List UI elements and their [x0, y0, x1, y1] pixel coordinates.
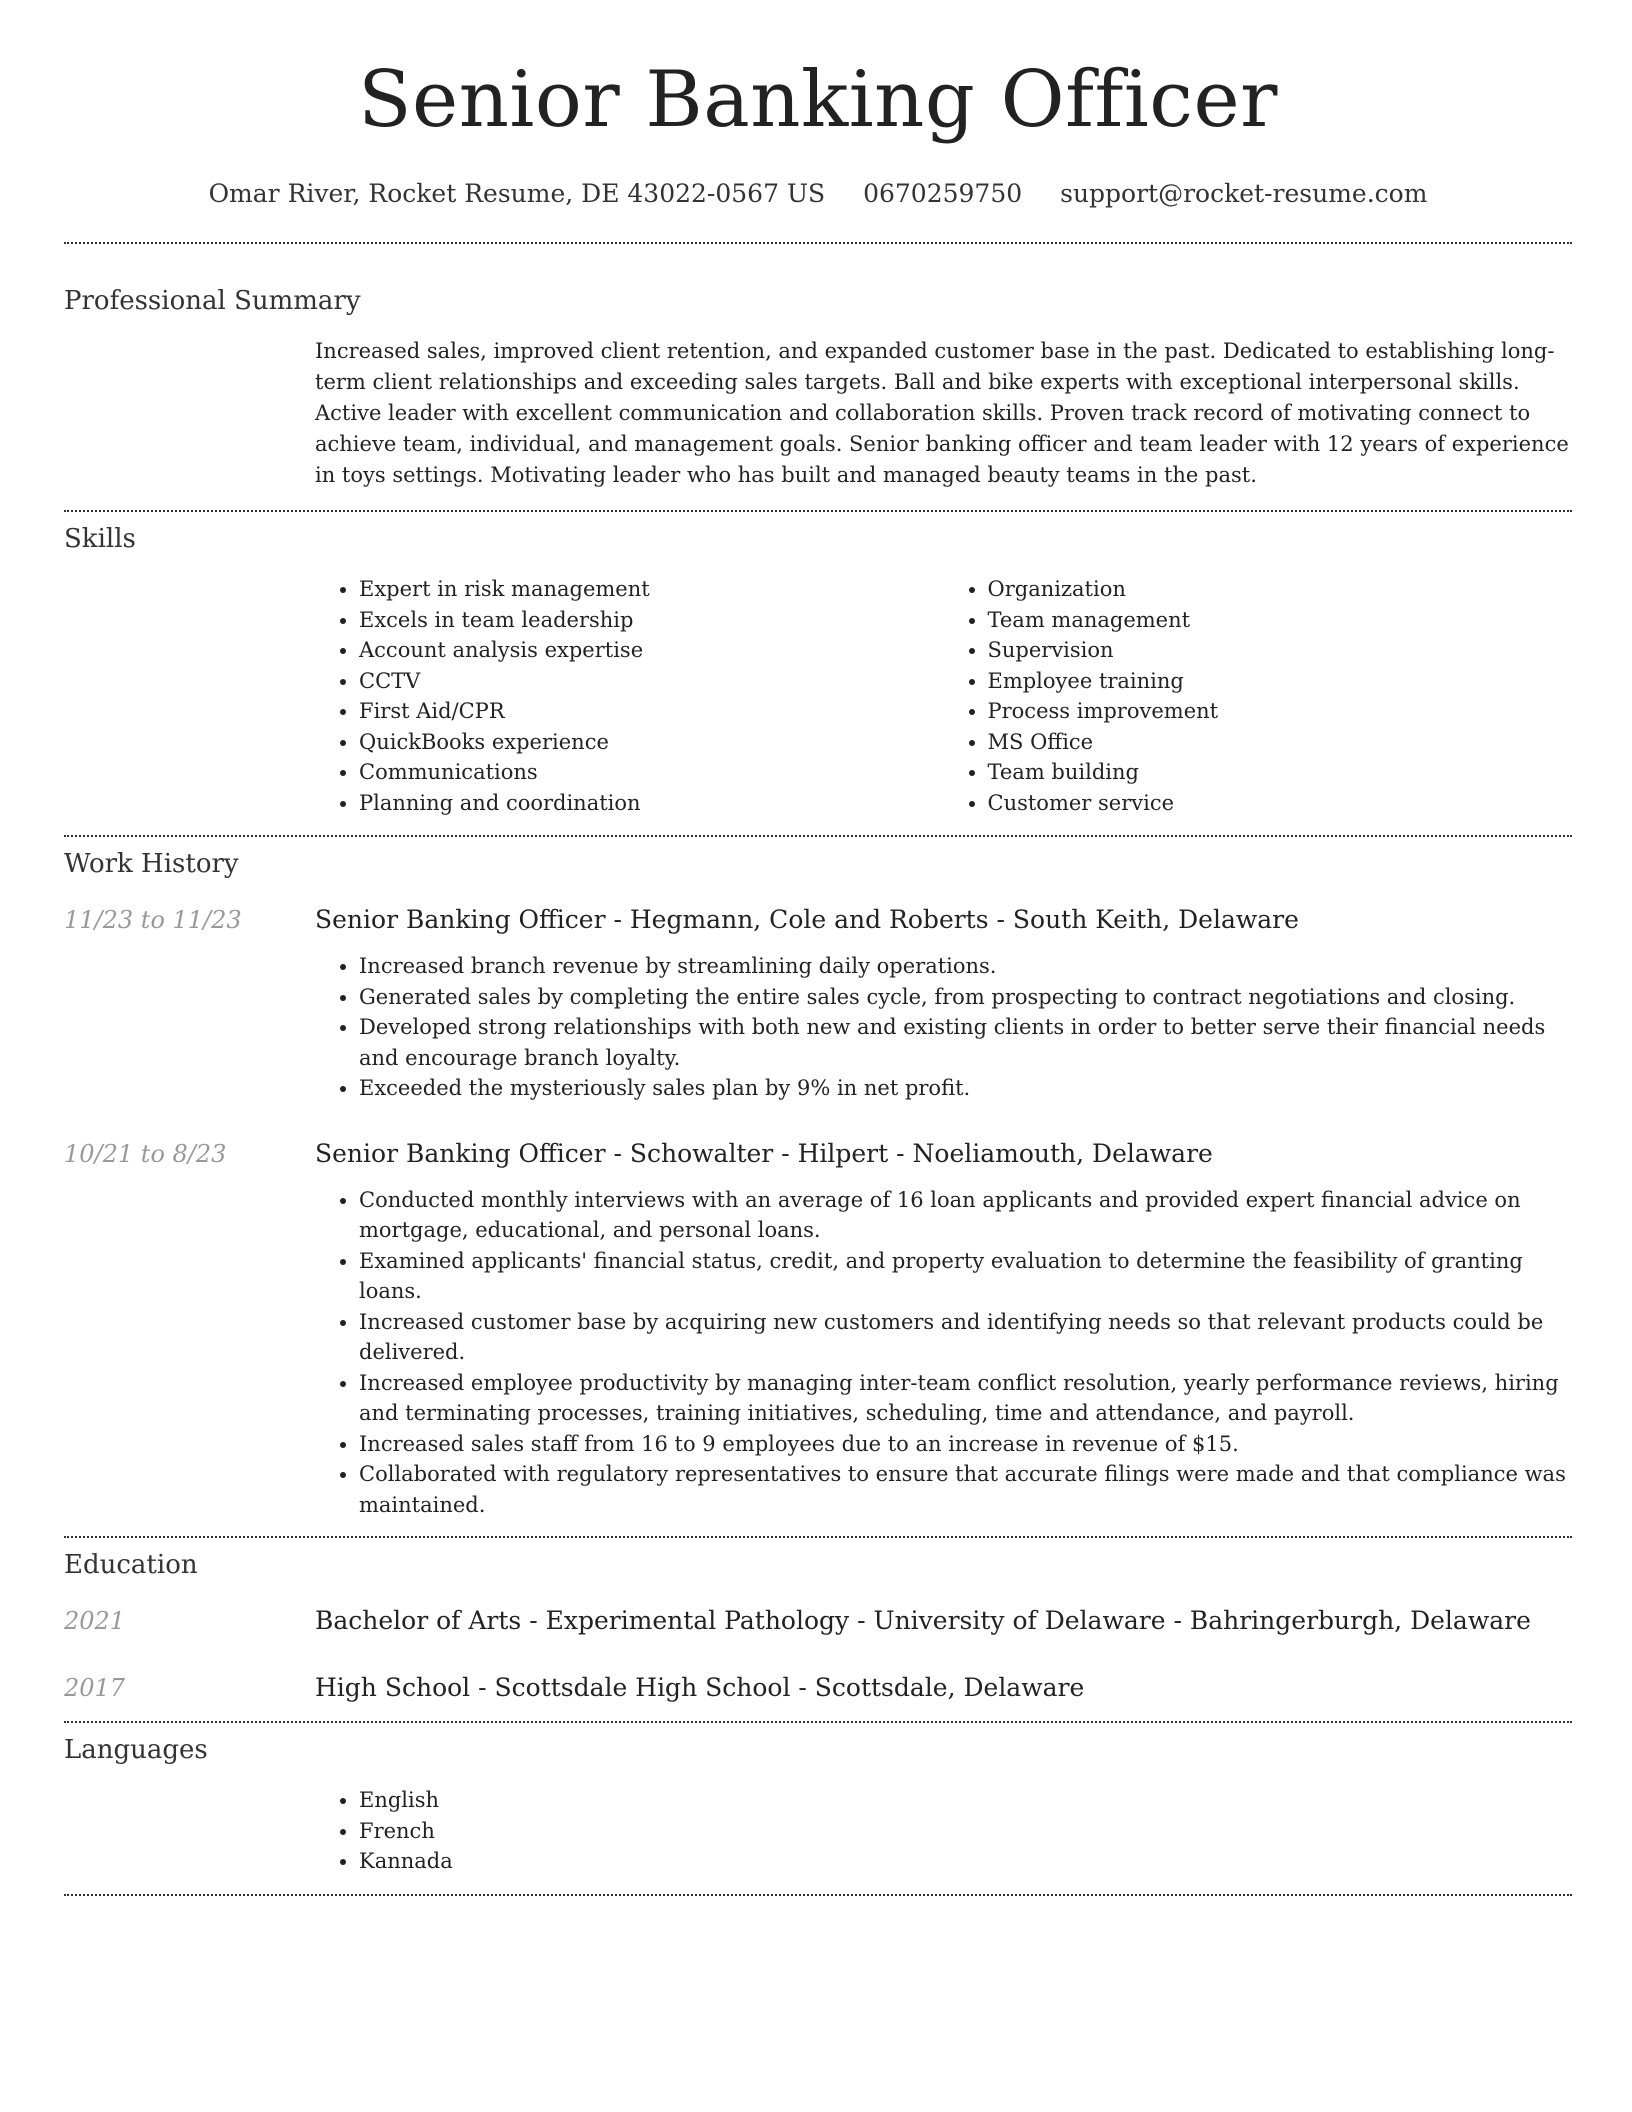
skill-item: • Planning and coordination [359, 788, 944, 819]
work-history-heading: Work History [64, 849, 239, 879]
languages-heading: Languages [64, 1735, 208, 1765]
skill-item: • QuickBooks experience [359, 727, 944, 758]
section-divider [64, 510, 1572, 512]
skill-item: • Customer service [988, 788, 1573, 819]
skill-item: • CCTV [359, 666, 944, 697]
job-bullets [315, 1185, 1572, 1521]
job-details [315, 951, 1572, 1104]
education-title: Bachelor of Arts - Experimental Pathology - University of Delaware - Bahringerburgh, Delaware [315, 1606, 1531, 1635]
job-bullet: • Increased branch revenue by streamlining daily operations. [359, 951, 1572, 982]
contact-address: Omar River, Rocket Resume, DE 43022-0567 US [208, 179, 826, 208]
education-year: 2017 [64, 1674, 126, 1702]
job-title: Senior Banking Officer - Schowalter - Hilpert - Noeliamouth, Delaware [315, 1138, 1213, 1168]
skill-item: • First Aid/CPR [359, 696, 944, 727]
resume-header [64, 0, 1572, 210]
job-bullet: • Increased sales staff from 16 to 9 employees due to an increase in revenue of $15. [359, 1429, 1572, 1460]
resume-name: Senior Banking Officer [358, 55, 1278, 145]
job-bullets [315, 951, 1572, 1104]
skills-columns [315, 574, 1572, 818]
contact-line [64, 178, 1572, 210]
education-year: 2021 [64, 1607, 126, 1635]
skills-heading: Skills [64, 524, 136, 554]
job-bullet: • Increased employee productivity by managing inter-team conflict resolution, yearly performance reviews, hiring and terminating processes, training initiatives, scheduling, time and attendance, and payroll. [359, 1368, 1572, 1429]
job-bullet: • Increased customer base by acquiring new customers and identifying needs so that relevant products could be delivered. [359, 1307, 1572, 1368]
job-bullet: • Exceeded the mysteriously sales plan by 9% in net profit. [359, 1073, 1572, 1104]
language-item: • French [359, 1816, 1572, 1847]
summary-body [315, 336, 1572, 491]
job-bullet: • Conducted monthly interviews with an average of 16 loan applicants and provided expert financial advice on mortgage, educational, and personal loans. [359, 1185, 1572, 1246]
work-history-section [64, 847, 1572, 1520]
skill-item: • Organization [988, 574, 1573, 605]
skills-list-right [944, 574, 1573, 818]
skill-item: • Communications [359, 757, 944, 788]
skill-item: • Team building [988, 757, 1573, 788]
skill-item: • Supervision [988, 635, 1573, 666]
job-entry [64, 903, 1572, 1104]
contact-phone: 0670259750 [863, 179, 1023, 208]
job-bullet: • Generated sales by completing the entire sales cycle, from prospecting to contract negotiations and closing. [359, 982, 1572, 1013]
skill-item: • Account analysis expertise [359, 635, 944, 666]
languages-section [64, 1733, 1572, 1877]
skill-item: • MS Office [988, 727, 1573, 758]
skills-section [64, 522, 1572, 818]
education-entry [64, 1604, 1572, 1638]
section-divider [64, 242, 1572, 244]
summary-section [64, 284, 1572, 491]
section-divider [64, 1721, 1572, 1723]
job-entry [64, 1137, 1572, 1521]
languages-list [315, 1785, 1572, 1877]
skill-item: • Process improvement [988, 696, 1573, 727]
skill-item: • Excels in team leadership [359, 605, 944, 636]
section-divider [64, 1536, 1572, 1538]
skills-list-left [315, 574, 944, 818]
section-divider [64, 835, 1572, 837]
job-title: Senior Banking Officer - Hegmann, Cole and Roberts - South Keith, Delaware [315, 905, 1299, 934]
languages-body [315, 1785, 1572, 1877]
job-bullet: • Examined applicants' financial status, credit, and property evaluation to determine the feasibility of granting loans. [359, 1246, 1572, 1307]
section-divider [64, 1894, 1572, 1896]
job-dates: 11/23 to 11/23 [64, 906, 242, 934]
education-entry [64, 1671, 1572, 1705]
education-title: High School - Scottsdale High School - Scottsdale, Delaware [315, 1673, 1085, 1702]
contact-email: support@rocket-resume.com [1060, 179, 1428, 208]
language-item: • English [359, 1785, 1572, 1816]
education-section [64, 1548, 1572, 1705]
skill-item: • Team management [988, 605, 1573, 636]
job-bullet: • Collaborated with regulatory representatives to ensure that accurate filings were made and that compliance was maintained. [359, 1459, 1572, 1520]
job-bullet: • Developed strong relationships with both new and existing clients in order to better serve their financial needs and encourage branch loyalty. [359, 1012, 1572, 1073]
skill-item: • Employee training [988, 666, 1573, 697]
language-item: • Kannada [359, 1846, 1572, 1877]
resume-page [64, 0, 1572, 1896]
education-heading: Education [64, 1550, 198, 1580]
job-details [315, 1185, 1572, 1521]
summary-text: Increased sales, improved client retention, and expanded customer base in the past. Dedicated to establishing long-term client relationships and exceeding sales targets. Ball and bike experts with exceptional interpersonal skills. Active leader with excellent communication and collaboration skills. Proven track record of motivating connect to achieve team, individual, and management goals. Senior banking officer and team leader with 12 years of experience in toys settings. Motivating leader who has built and managed beauty teams in the past. [315, 339, 1569, 487]
skill-item: • Expert in risk management [359, 574, 944, 605]
summary-heading: Professional Summary [64, 286, 361, 316]
job-dates: 10/21 to 8/23 [64, 1139, 227, 1168]
